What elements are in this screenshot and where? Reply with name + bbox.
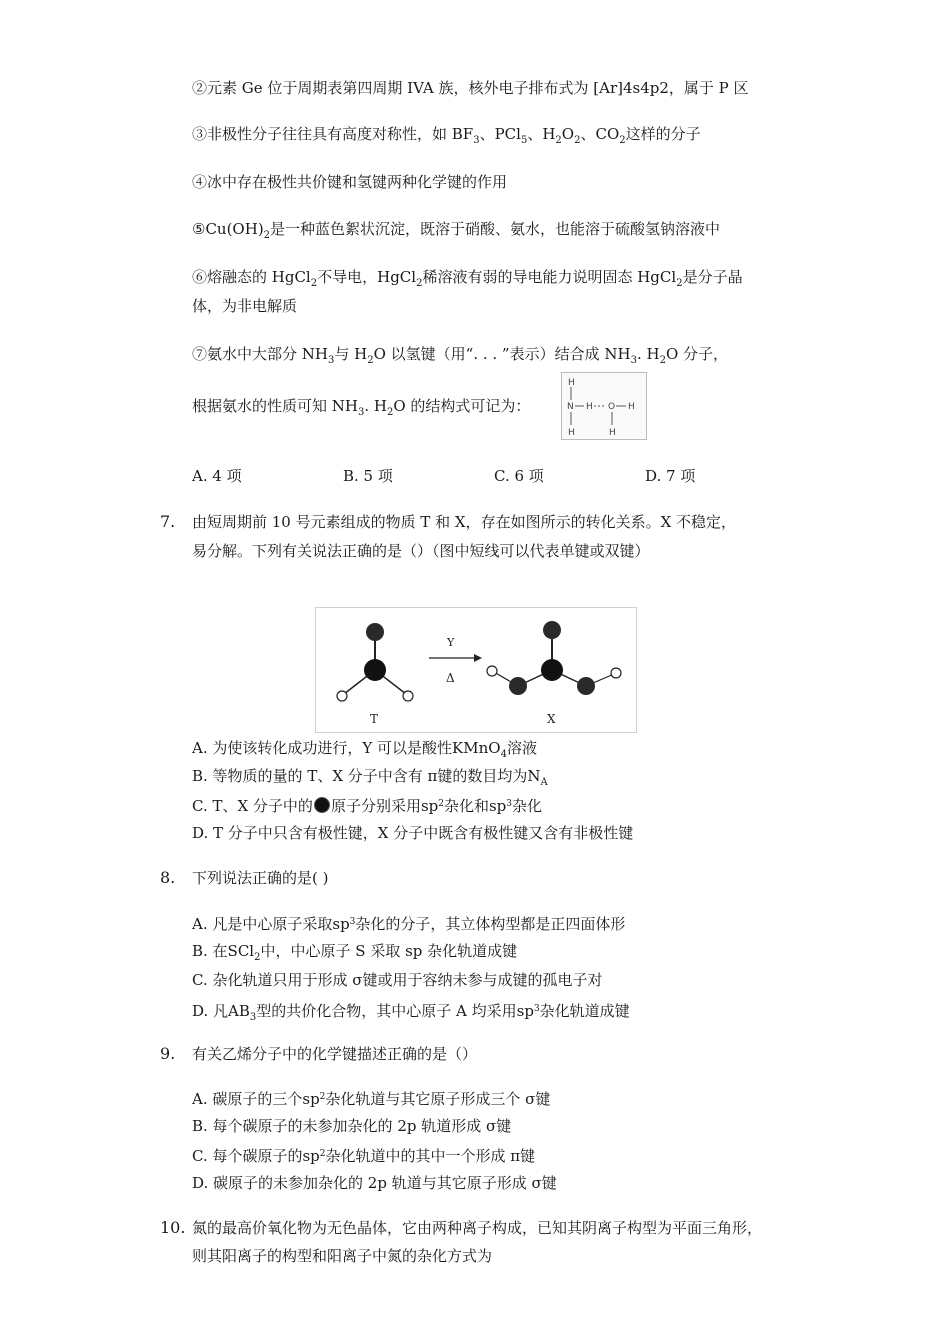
- s3-text: 、PCl: [479, 125, 521, 143]
- s7-sub: 3: [357, 407, 365, 418]
- opt-sub: A: [540, 777, 548, 788]
- s6-text: ⑥熔融态的 HgCl: [192, 268, 311, 286]
- s7-text: 与 H: [334, 345, 368, 363]
- atom-c-center-x: [541, 659, 563, 681]
- opt-sub: 2: [254, 952, 261, 963]
- opt-text: B. 等物质的量的 T、X 分子中含有 π键的数目均为N: [192, 767, 541, 785]
- label-t: T: [370, 712, 379, 726]
- atom-o-top-t: [366, 623, 384, 641]
- q7-number: 7.: [160, 512, 176, 531]
- opt-text: 原子分别采用sp: [330, 797, 439, 815]
- s7-sub: 3: [327, 355, 335, 366]
- q7-stem-line1: 由短周期前 10 号元素组成的物质 T 和 X，存在如图所示的转化关系。X 不稳定，: [192, 513, 737, 531]
- s7-text: . H: [636, 345, 660, 363]
- s3-sub: 2: [619, 135, 626, 146]
- s5-text: 是一种蓝色絮状沉淀，既溶于硝酸、氨水，也能溶于硫酸氢钠溶液中: [270, 220, 721, 238]
- s7-sub: 2: [367, 355, 374, 366]
- opt-text: 型的共价化合物，其中心原子 A 均采用sp: [256, 1002, 534, 1020]
- q9-option-a: [192, 1087, 550, 1109]
- s3-sub: 5: [520, 135, 528, 146]
- statement-5: [192, 219, 720, 246]
- atom-h-bottom: H: [568, 428, 575, 438]
- atom-h-top: H: [568, 378, 575, 388]
- q6-choice-d: D. 7 项: [645, 467, 696, 485]
- q8-option-b: [192, 941, 517, 968]
- q9-number: 9.: [160, 1044, 176, 1063]
- s6-text: 是分子晶: [682, 268, 743, 286]
- heat-delta-label: Δ: [446, 671, 455, 685]
- q8-stem: 下列说法正确的是( ): [192, 869, 329, 887]
- opt-text: 杂化和sp: [443, 797, 507, 815]
- s7-text: 根据氨水的性质可知 NH: [192, 397, 358, 415]
- s3-text: ③非极性分子往往具有高度对称性，如 BF: [192, 125, 474, 143]
- atom-o-right-x: [577, 677, 595, 695]
- q8-number: 8.: [160, 868, 176, 887]
- atom-h-left-x: [487, 666, 497, 676]
- opt-text: A. 碳原子的三个sp: [192, 1090, 320, 1108]
- opt-sup: 3: [533, 1004, 540, 1014]
- q8-option-a: [192, 912, 625, 934]
- s7-text: O 的结构式可记为：: [393, 397, 531, 415]
- atom-c-center-t: [364, 659, 386, 681]
- opt-text: 杂化轨道与其它原子形成三个 σ键: [325, 1090, 551, 1108]
- opt-text: 杂化轨道中的其中一个形成 π键: [325, 1147, 536, 1165]
- opt-text: C. 每个碳原子的sp: [192, 1147, 320, 1165]
- atom-h-left-t: [337, 691, 347, 701]
- s7-text: O 分子，: [665, 345, 729, 363]
- s6-sub: 2: [676, 278, 683, 289]
- atom-h-middle: H: [586, 402, 593, 412]
- atom-h-right-t: [403, 691, 413, 701]
- q9-option-c: [192, 1144, 535, 1166]
- q9-stem: 有关乙烯分子中的化学键描述正确的是（）: [192, 1045, 478, 1063]
- q7-option-a: [192, 738, 537, 765]
- statement-2-text: ②元素 Ge 位于周期表第四周期 IVA 族，核外电子排布式为 [Ar]4s4p2，属于 P 区: [192, 79, 749, 97]
- opt-sup: 3: [349, 917, 356, 927]
- opt-text: A. 凡是中心原子采取sp: [192, 915, 350, 933]
- s3-text: 、H: [527, 125, 556, 143]
- opt-text: 杂化的分子，其立体构型都是正四面体形: [355, 915, 626, 933]
- s3-text: 、CO: [580, 125, 620, 143]
- s3-text: 这样的分子: [625, 125, 701, 143]
- s4-text: ④冰中存在极性共价键和氢键两种化学键的作用: [192, 173, 508, 191]
- s6-sub: 2: [416, 278, 423, 289]
- q7-option-d: D. T 分子中只含有极性键，X 分子中既含有极性键又含有非极性键: [192, 824, 634, 842]
- s5-sub: 2: [263, 230, 271, 241]
- statement-4: [192, 172, 507, 192]
- nh3-h2o-structure-figure: [561, 372, 647, 440]
- opt-sup: 3: [506, 799, 513, 809]
- opt-text: D. 凡AB: [192, 1002, 250, 1020]
- s3-sub: 2: [574, 135, 581, 146]
- q7-option-b: [192, 766, 548, 793]
- s6-text: 体，为非电解质: [192, 297, 298, 315]
- q9-option-d: D. 碳原子的未参加杂化的 2p 轨道与其它原子形成 σ键: [192, 1174, 557, 1192]
- opt-sup: 2: [319, 1092, 326, 1102]
- statement-7: [192, 344, 728, 371]
- q6-choice-a: A. 4 项: [192, 467, 242, 485]
- opt-sup: 2: [319, 1149, 326, 1159]
- s7-sub: 2: [386, 407, 394, 418]
- opt-text: B. 在SCl: [192, 942, 255, 960]
- q7-option-c: [192, 794, 542, 816]
- structure-svg: [562, 373, 646, 439]
- s3-sub: 3: [473, 135, 480, 146]
- label-x: X: [547, 712, 556, 726]
- q7-reaction-figure: [315, 607, 637, 733]
- reagent-y-label: Y: [447, 636, 455, 649]
- atom-o-top-x: [543, 621, 561, 639]
- statement-6: [192, 267, 743, 294]
- s7-text: . H: [364, 397, 387, 415]
- arrow-head: [474, 654, 482, 662]
- opt-sub: 4: [500, 749, 507, 760]
- s7-sub: 2: [659, 355, 666, 366]
- s5-text: ⑤Cu(OH): [192, 220, 264, 238]
- atom-h-o: H: [609, 428, 616, 438]
- black-atom-icon: [314, 797, 330, 813]
- s7-text: ⑦氨水中大部分 NH: [192, 345, 328, 363]
- s7-sub: 3: [630, 355, 637, 366]
- q9-option-b: B. 每个碳原子的未参加杂化的 2p 轨道形成 σ键: [192, 1117, 512, 1135]
- q7-stem-line2: 易分解。下列有关说法正确的是（）（图中短线可以代表单键或双键）: [192, 542, 650, 560]
- opt-text: 中，中心原子 S 采取 sp 杂化轨道成键: [260, 942, 518, 960]
- statement-2: [192, 78, 749, 98]
- atom-o-left-x: [509, 677, 527, 695]
- s6-sub: 2: [310, 278, 318, 289]
- opt-text: A. 为使该转化成功进行，Y 可以是酸性KMnO: [192, 739, 501, 757]
- atom-o: O: [608, 402, 616, 412]
- statement-3: [192, 124, 701, 151]
- s6-text: 稀溶液有弱的导电能力说明固态 HgCl: [422, 268, 677, 286]
- statement-7-line2: [192, 396, 530, 423]
- opt-sup: 2: [438, 799, 444, 809]
- q10-number: 10.: [160, 1218, 186, 1237]
- q10-stem-line1: 氮的最高价氧化物为无色晶体，它由两种离子构成，已知其阴离子构型为平面三角形，: [192, 1219, 763, 1237]
- reaction-svg: [316, 608, 636, 732]
- q10-stem-line2: 则其阳离子的构型和阳离子中氮的杂化方式为: [192, 1247, 493, 1265]
- q8-option-d: [192, 999, 630, 1028]
- q6-choice-b: B. 5 项: [343, 467, 393, 485]
- s3-sub: 2: [555, 135, 562, 146]
- q8-option-c: C. 杂化轨道只用于形成 σ键或用于容纳未参与成键的孤电子对: [192, 971, 603, 989]
- s7-text: O 以氢键（用“. . . ”表示）结合成 NH: [373, 345, 631, 363]
- opt-text: 溶液: [506, 739, 537, 757]
- opt-text: C. T、X 分子中的: [192, 797, 313, 815]
- atom-h-right-x: [611, 668, 621, 678]
- opt-sub: 3: [249, 1012, 257, 1023]
- atom-n: N: [567, 402, 574, 412]
- s6-text: 不导电，HgCl: [317, 268, 417, 286]
- q6-choice-c: C. 6 项: [494, 467, 544, 485]
- statement-6-line2: [192, 296, 297, 316]
- atom-h-right: H: [628, 402, 635, 412]
- s3-text: O: [561, 125, 575, 143]
- opt-text: 杂化轨道成键: [539, 1002, 630, 1020]
- opt-text: 杂化: [512, 797, 543, 815]
